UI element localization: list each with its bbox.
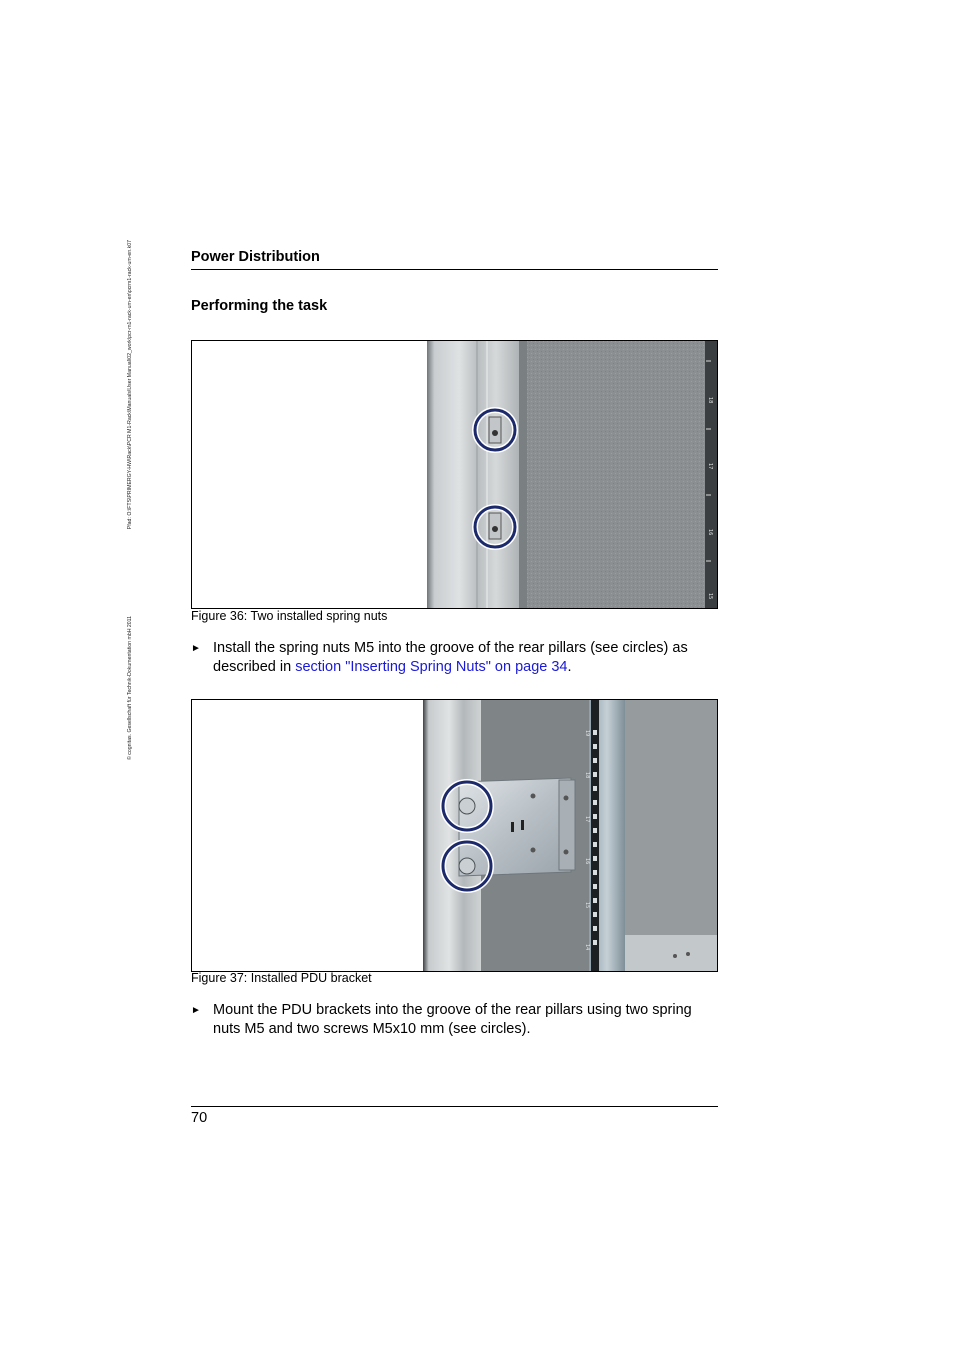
header-rule — [191, 269, 718, 270]
triangle-bullet-icon: ► — [191, 643, 201, 654]
scale-label: 16 — [584, 858, 590, 865]
scale-label: 14 — [584, 944, 590, 951]
page-number: 70 — [191, 1110, 208, 1126]
step-1 — [191, 639, 718, 677]
step-2 — [191, 1001, 718, 1039]
triangle-bullet-icon: ► — [191, 1005, 201, 1016]
sidebar-path — [126, 240, 136, 760]
scale-label: 18 — [584, 772, 590, 779]
sidebar-file-path: Pfad: O:\FTS\PRIMERGY-HW\Rack\PCR M1-Rack\Manuals\User Manual\02_work\pcr-m1-rack-um-en\pcrm1-rack-um-en.k07 — [127, 240, 133, 530]
sub-heading: Performing the task — [191, 298, 328, 314]
scale-label: 16 — [707, 529, 713, 536]
step-1-text: Install the spring nuts M5 into the groove of the rear pillars (see circles) as described in — [213, 640, 688, 675]
spring-nuts-photo — [427, 341, 717, 608]
scale-label: 17 — [707, 463, 713, 470]
pdu-bracket-photo — [423, 700, 717, 971]
scale-label: 17 — [584, 816, 590, 823]
figure-37 — [191, 699, 718, 972]
spring-nuts-section-link[interactable]: section "Inserting Spring Nuts" on page 34 — [295, 659, 568, 675]
figure-36 — [191, 340, 718, 609]
figure-37-caption: Figure 37: Installed PDU bracket — [191, 971, 372, 985]
sidebar-copyright: © cognitas. Gesellschaft für Technik-Dokumentation mbH 2011 — [127, 615, 133, 760]
section-title: Power Distribution — [191, 249, 320, 265]
footer-rule — [191, 1106, 718, 1107]
scale-label: 15 — [584, 902, 590, 909]
step-2-text: Mount the PDU brackets into the groove of the rear pillars using two spring nuts M5 and two screws M5x10 mm (see circles). — [213, 1002, 692, 1037]
scale-label: 15 — [707, 593, 713, 600]
scale-label: 19 — [584, 730, 590, 737]
sidebar-text — [126, 240, 134, 760]
scale-label: 18 — [707, 397, 713, 404]
step-1-text-end: . — [567, 659, 572, 675]
figure-36-caption: Figure 36: Two installed spring nuts — [191, 609, 388, 623]
